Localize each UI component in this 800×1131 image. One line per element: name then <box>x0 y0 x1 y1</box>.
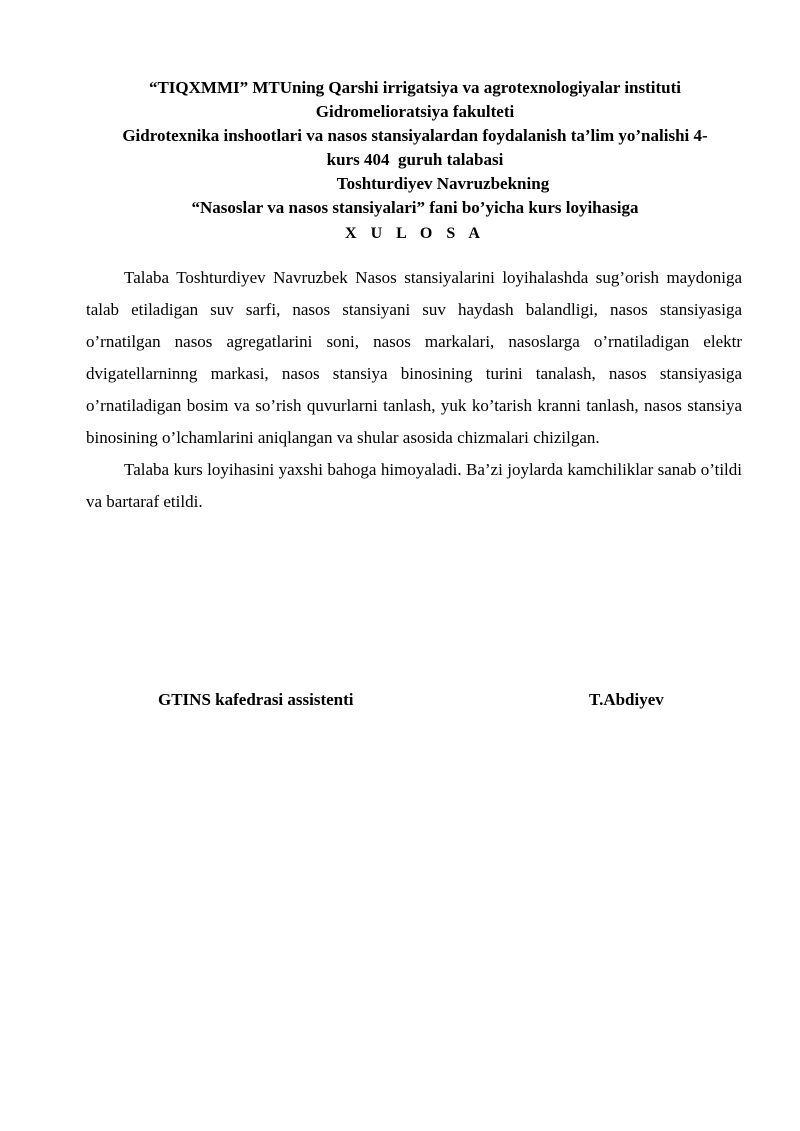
subject-line: “Nasoslar va nasos stansiyalari” fani bo’yicha kurs loyihasiga <box>191 198 639 217</box>
document-header <box>60 76 770 246</box>
course-group: kurs 404 guruh talabasi <box>326 150 504 169</box>
signer-role: GTINS kafedrasi assistenti <box>158 690 354 709</box>
document-title: X U L O S A <box>345 225 485 242</box>
program-name: Gidrotexnika inshootlari va nasos stansiyalardan foydalanish ta’lim yo’nalishi 4- <box>122 126 708 145</box>
conclusion-body <box>86 262 742 518</box>
faculty-name: Gidromelioratsiya fakulteti <box>315 102 515 121</box>
institute-name: “TIQXMMI” MTUning Qarshi irrigatsiya va agrotexnologiyalar instituti <box>148 78 682 97</box>
student-name: Toshturdiyev Navruzbekning <box>336 174 550 193</box>
conclusion-paragraph-1: Talaba Toshturdiyev Navruzbek Nasos stansiyalarini loyihalashda sug’orish maydoniga talab etiladigan suv sarfi, nasos stansiyani suv haydash balandligi, nasos stansiyasiga o’rnatilgan nasos agregatlarini soni, nasos markalari, nasoslarga o’rnatiladigan elektr dvigatellarninng markasi, nasos stansiya binosining turini tanalash, nasos stansiyasiga o’rnatiladigan bosim va so’rish quvurlarni tanlash, yuk ko’tarish kranni tanlash, nasos stansiya binosining o’lchamlarini aniqlangan va shular asosida chizmalari chizilgan. <box>86 268 742 447</box>
signer-name: T.Abdiyev <box>589 690 664 709</box>
conclusion-paragraph-2: Talaba kurs loyihasini yaxshi bahoga himoyaladi. Ba’zi joylarda kamchiliklar sanab o’tildi va bartaraf etildi. <box>86 460 742 511</box>
